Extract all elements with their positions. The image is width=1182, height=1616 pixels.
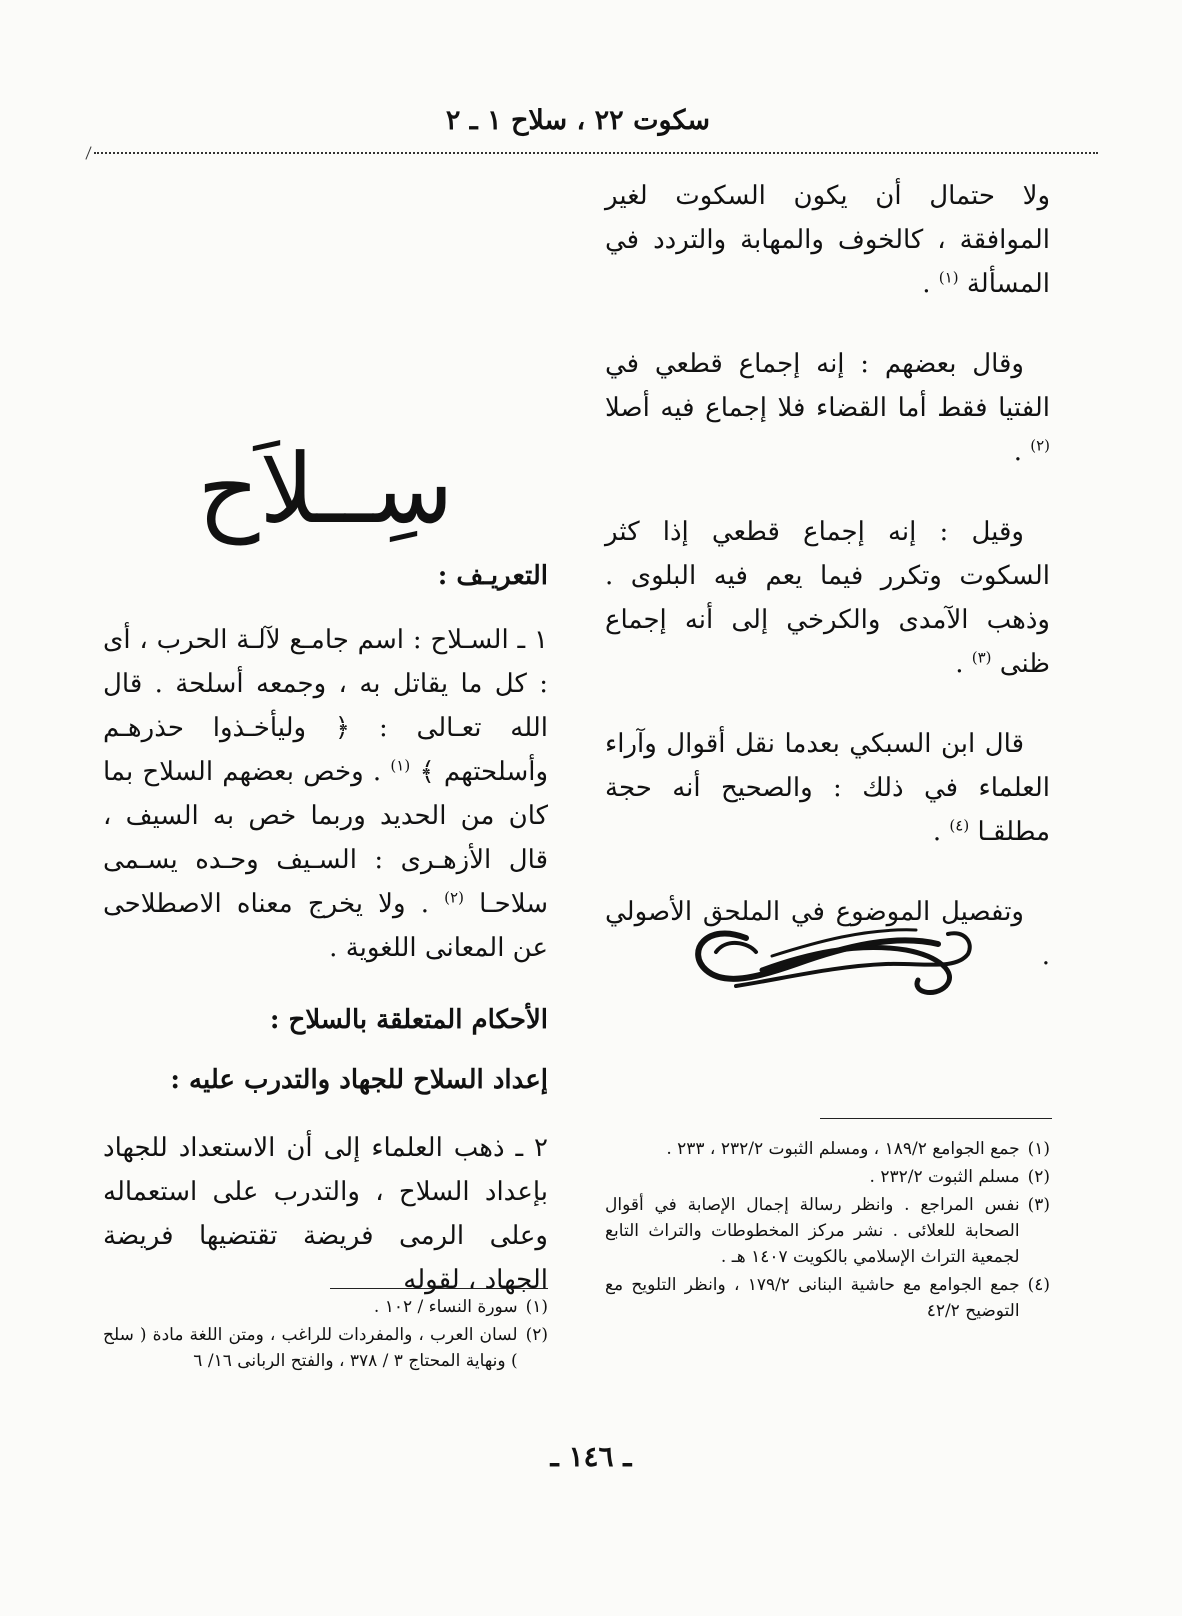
footnote-ref: (٢) xyxy=(1030,436,1050,455)
footnote-number: (٢) xyxy=(1027,1167,1050,1187)
right-column xyxy=(605,174,1050,1014)
paragraph-end: . xyxy=(932,817,942,847)
paragraph-text: . وخص بعضهم السلاح بما كان من الحديد وربما خص به السيف ، قال الأزهـرى : السـيف وحـده يسـمى سلاحـا xyxy=(103,757,548,919)
footnote-number: (٤) xyxy=(1027,1275,1050,1295)
paragraph-text: ١ ـ السـلاح : اسم جامـع لآلـة الحرب ، أى : كل ما يقاتل به ، وجمعه أسلحة . قال الله تعـالى : ﴿ وليأخـذوا حذرهـم وأسلحتهم ﴾ xyxy=(103,625,549,787)
footnote-ref: (٣) xyxy=(971,648,992,667)
footnote-text: مسلم الثبوت ٢٣٢/٢ . xyxy=(869,1167,1020,1187)
footnote-text: جمع الجوامع مع حاشية البنانى ١٧٩/٢ ، وانظر التلويح مع التوضيح ٤٢/٢ xyxy=(605,1275,1020,1321)
page-number: ـ ١٤٦ ـ xyxy=(550,1440,632,1473)
heading-preparation: إعداد السلاح للجهاد والتدرب عليه : xyxy=(170,1065,548,1095)
footnote xyxy=(103,1322,548,1374)
footnote-number: (١) xyxy=(525,1297,548,1317)
footnotes-right xyxy=(605,1136,1050,1326)
footnote xyxy=(605,1192,1050,1270)
footnotes-left xyxy=(103,1294,548,1376)
paragraph-text: . ولا يخرج معناه الاصطلاحى عن المعانى اللغوية . xyxy=(103,889,548,963)
footnote-number: (١) xyxy=(1027,1139,1050,1159)
footnote-ref: (٢) xyxy=(444,888,464,907)
footnote xyxy=(605,1164,1050,1190)
footnote-number: (٣) xyxy=(1027,1195,1050,1215)
footnote xyxy=(103,1294,548,1320)
footnote xyxy=(605,1272,1050,1324)
paragraph-definition xyxy=(103,618,548,970)
footnote-number: (٢) xyxy=(525,1325,548,1345)
swirl-ornament-icon xyxy=(676,908,980,1000)
footnote-text: جمع الجوامع ١٨٩/٢ ، ومسلم الثبوت ٢٣٢/٢ ، ٢٣٣ . xyxy=(666,1139,1020,1159)
left-column xyxy=(103,420,548,1302)
heading-rulings: الأحكام المتعلقة بالسلاح : xyxy=(269,1005,548,1035)
paragraph-end: . xyxy=(1013,437,1022,467)
paragraph xyxy=(605,510,1050,686)
paragraph-end: . xyxy=(955,649,964,679)
paragraph-text: وقال بعضهم : إنه إجماع قطعي في الفتيا فقط أما القضاء فلا إجماع فيه أصلا xyxy=(605,349,1050,423)
entry-title: سِــلاَح xyxy=(197,433,454,545)
footnote xyxy=(605,1136,1050,1162)
paragraph-text: ولا حتمال أن يكون السكوت لغير الموافقة ، كالخوف والمهابة والتردد في المسألة xyxy=(605,181,1050,299)
header-dotted-rule xyxy=(94,152,1098,154)
footnote-text: لسان العرب ، والمفردات للراغب ، ومتن اللغة مادة ( سلح ) ونهاية المحتاج ٣ / ٣٧٨ ، والفتح الربانى ١٦/ ٦ xyxy=(103,1325,518,1371)
footnote-rule xyxy=(330,1288,548,1289)
paragraph xyxy=(605,722,1050,854)
heading-definition: التعريـف : xyxy=(437,561,548,591)
footnote-rule xyxy=(820,1118,1052,1119)
footnote-text: نفس المراجع . وانظر رسالة إجمال الإصابة في أقوال الصحابة للعلائى . نشر مركز المخطوطات والتراث التابع لجمعية التراث الإسلامي بالكويت ١٤٠٧ هـ . xyxy=(605,1195,1020,1267)
footnote-ref: (٤) xyxy=(949,816,970,835)
paragraph: ٢ ـ ذهب العلماء إلى أن الاستعداد للجهاد بإعداد السلاح ، والتدرب على استعماله وعلى الرمى فريضة تقتضيها فريضة الجهاد ، لقوله xyxy=(103,1133,548,1295)
running-header: سكوت ٢٢ ، سلاح ١ ـ ٢ xyxy=(445,105,710,136)
paragraph-end: . xyxy=(922,269,931,299)
footnote-text: سورة النساء / ١٠٢ . xyxy=(373,1297,518,1317)
paragraph xyxy=(605,342,1050,474)
paragraph xyxy=(605,174,1050,306)
footnote-ref: (١) xyxy=(938,268,959,287)
footnote-ref: (١) xyxy=(390,756,411,775)
paragraph: وتفصيل الموضوع في الملحق الأصولي . xyxy=(605,897,1050,971)
paragraph-text: وقيل : إنه إجماع قطعي إذا كثر السكوت وتكرر فيما يعم فيه البلوى . وذهب الآمدى والكرخي إلى أنه إجماع ظنى xyxy=(605,517,1050,679)
header-tick-mark xyxy=(85,146,91,159)
paragraph-text: قال ابن السبكي بعدما نقل أقوال وآراء العلماء في ذلك : والصحيح أنه حجة مطلقـا xyxy=(605,729,1050,847)
